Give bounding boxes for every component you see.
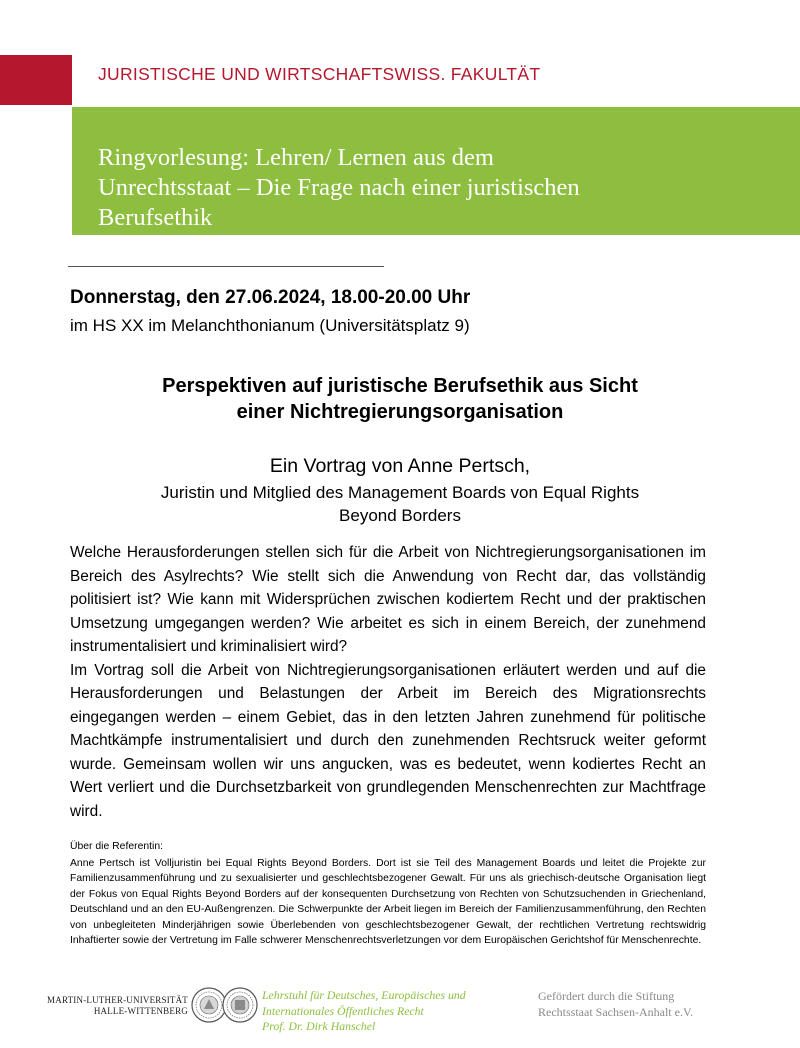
university-name-line: HALLE-WITTENBERG [93,1006,188,1016]
header-red-block [0,55,72,105]
event-location: im HS XX im Melanchthonianum (Universitätsplatz 9) [70,316,470,335]
series-title-line: Berufsethik [98,204,213,231]
speaker-bio-heading: Über die Referentin: [70,841,163,852]
speaker-description-line: Juristin und Mitglied des Management Boards von Equal Rights [160,483,640,502]
series-title-line: Unrechtsstaat – Die Frage nach einer juristischen [98,174,580,201]
speaker-line: Ein Vortrag von Anne Pertsch, [269,455,531,477]
series-title-band [72,107,800,235]
lecture-title [60,373,740,425]
speaker-description-line: Beyond Borders [339,506,461,525]
faculty-name: JURISTISCHE UND WIRTSCHAFTSWISS. FAKULTÄT [98,64,541,84]
divider-line [68,266,384,267]
university-seal-icon [222,987,258,1023]
chair-name-line: Internationales Öffentliches Recht [262,1003,424,1018]
event-date-time: Donnerstag, den 27.06.2024, 18.00-20.00 Uhr [70,287,471,308]
series-title [98,143,758,233]
sponsor-note [538,989,693,1020]
sponsor-line: Rechtsstaat Sachsen-Anhalt e.V. [538,1004,694,1019]
lecture-title-line: einer Nichtregierungsorganisation [236,401,564,423]
university-name [40,995,188,1017]
lecture-title-line: Perspektiven auf juristische Berufsethik aus Sicht [162,375,638,397]
abstract-paragraph: Im Vortrag soll die Arbeit von Nichtregierungsorganisationen erläutert werden und auf die Herausforderungen und Belastungen der Arbeit im Bereich des Migrationsrechts eingegangen werden – einem Gebiet, das in den letzten Jahren zunehmend für politische Machtkämpfe instrumentalisiert und durch den zunehmenden Rechtsruck weiter geformt wurde. Gemeinsam wollen wir uns angucken, was es bedeutet, wenn kodiertes Recht an Wert verliert und die Durchsetzbarkeit von grundlegenden Menschenrechten zur Machtfrage wird. [70,661,706,820]
sponsor-line: Gefördert durch die Stiftung [538,989,675,1003]
speaker-description [40,481,760,527]
abstract [70,541,706,823]
speaker-bio-text: Anne Pertsch ist Volljuristin bei Equal Rights Beyond Borders. Dort ist sie Teil des Management Boards und leitet die Projekte zur Familienzusammenführung und zu sexualisierter und geschlechtsbezogener Gewalt. Für uns als griechisch-deutsche Organisation liegt der Fokus von Equal Rights Beyond Borders auf der konsequenten Durchsetzung von Rechten von Schutzsuchenden in Griechenland, Deutschland und an den EU-Außengrenzen. Die Schwerpunkte der Arbeit liegen im Bereich der Familienzusammenführung, den Rechten von unbegleiteten Minderjährigen sowie Überlebenden von geschlechtsbezogener Gewalt, der rechtlichen Vertretung rechtswidrig Inhaftierter sowie der Vertretung im Falle schwerer Menschenrechtsverletzungen vor dem Europäischen Gerichtshof für Menschenrechte. [70,858,706,947]
abstract-paragraph: Welche Herausforderungen stellen sich für die Arbeit von Nichtregierungsorganisationen im Bereich des Asylrechts? Wie stellt sich die Anwendung von Recht dar, das vollständig politisiert ist? Wie kann mit Widersprüchen zwischen kodiertem Recht und der praktischen Umsetzung umgegangen werden? Wie arbeitet es sich in einem Bereich, der zunehmend instrumentalisiert und kriminalisiert wird? [70,544,706,655]
series-title-line: Ringvorlesung: Lehren/ Lernen aus dem [98,144,494,171]
chair-name-line: Lehrstuhl für Deutsches, Europäisches und [262,988,466,1002]
chair-name-line: Prof. Dr. Dirk Hanschel [262,1019,376,1033]
university-name-line: MARTIN-LUTHER-UNIVERSITÄT [47,995,188,1005]
chair-name [262,988,466,1035]
